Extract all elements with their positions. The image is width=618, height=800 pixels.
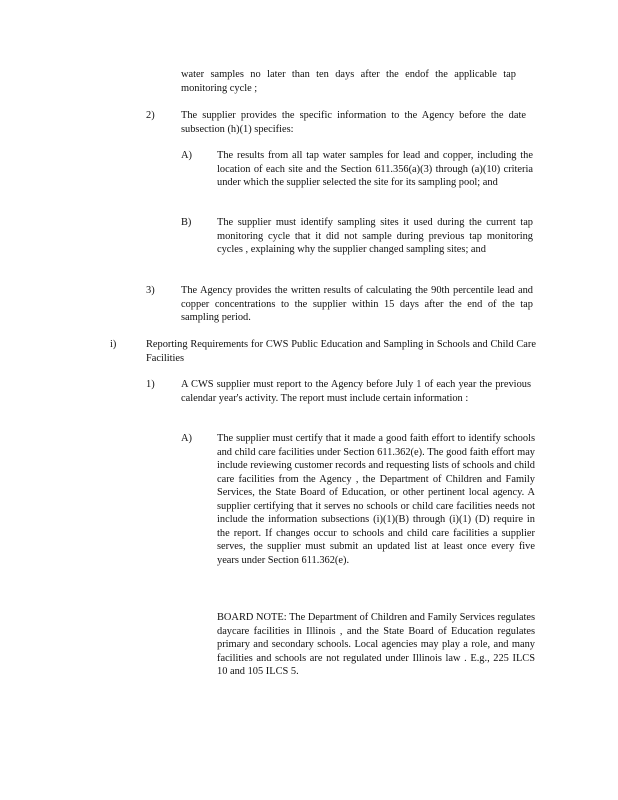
item-i1a-label: A) [181, 433, 192, 444]
section-i-heading: Reporting Requirements for CWS Public Education and Sampling in Schools and Child Care Facilities [146, 339, 536, 364]
item-i1a-text: The supplier must certify that it made a good faith effort to identify schools and child care facilities under Section 611.362(e). The good faith effort may include reviewing customer records and requesting lists of schools and child care facilities from the Agency , the Department of Children and Family Services, the State Board of Education, or other pertinent local agency. A supplier certifying that it serves no schools or child care facilities needs not include the information subsections (i)(1)(B) through (i)(1) (D) require in the report. If changes occur to schools and child care facilities a supplier serves, the supplier must submit an updated list at least once every five years under Section 611.362(e). [217, 433, 535, 566]
item-i1-label: 1) [146, 379, 155, 390]
item-2b-text: The supplier must identify sampling sites it used during the current tap monitoring cycle that it did not sample during previous tap monitoring cycles , explaining why the supplier changed sampling sites; and [217, 217, 533, 255]
item-i1-text: A CWS supplier must report to the Agency before July 1 of each year the previous calendar year's activity. The report must include certain information : [181, 379, 531, 404]
item-2a-text: The results from all tap water samples for lead and copper, including the location of each site and the Section 611.356(a)(3) through (a)(10) criteria under which the supplier selected the site for its sampling pool; and [217, 150, 533, 188]
section-i-label: i) [110, 339, 117, 350]
item-2-label: 2) [146, 110, 155, 121]
item-2b-label: B) [181, 217, 192, 228]
item-3-text: The Agency provides the written results of calculating the 90th percentile lead and copper concentrations to the supplier within 15 days after the end of the tap sampling period. [181, 285, 533, 323]
item-3-label: 3) [146, 285, 155, 296]
board-note: BOARD NOTE: The Department of Children and Family Services regulates daycare facilities in Illinois , and the State Board of Education regulates primary and secondary schools. Local agencies may play a role, and many facilities and schools are not regulated under Illinois law . E.g., 225 ILCS 10 and 105 ILCS 5. [217, 612, 535, 677]
item-2-text: The supplier provides the specific information to the Agency before the date subsection (h)(1) specifies: [181, 110, 526, 135]
item-2a-label: A) [181, 150, 192, 161]
continued-paragraph: water samples no later than ten days after the endof the applicable tap monitoring cycle ; [181, 69, 516, 94]
